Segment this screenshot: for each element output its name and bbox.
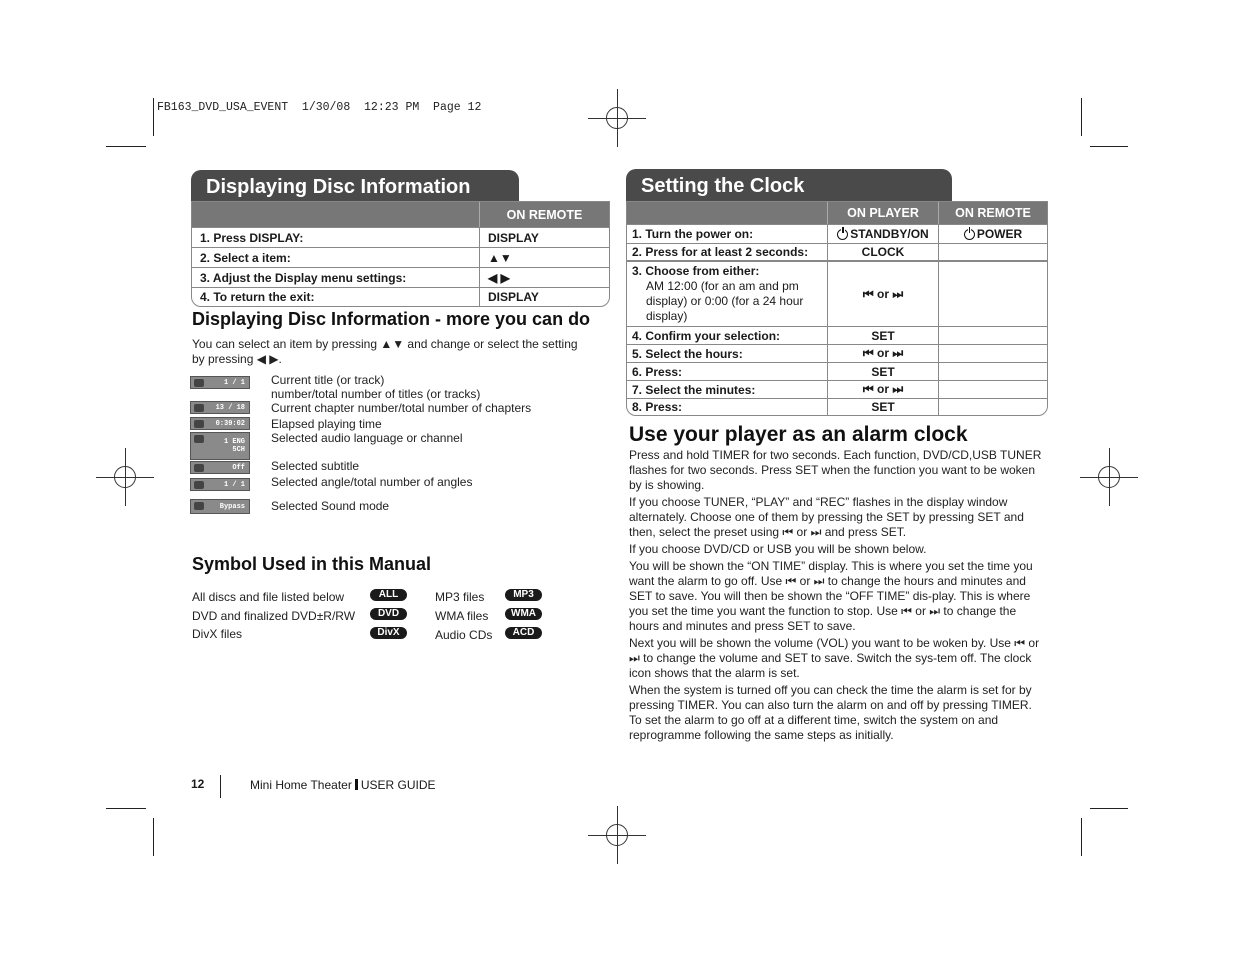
table-row: 6. Press: SET — [627, 362, 1047, 380]
mp3-badge: MP3 — [505, 589, 542, 601]
registration-mark — [1094, 462, 1124, 492]
power-icon — [837, 229, 848, 240]
symbol-desc: MP3 files — [435, 590, 485, 604]
crop-mark — [1090, 146, 1128, 147]
alarm-paragraph: Next you will be shown the volume (VOL) you want to be woken by. Use ⏮ or ⏭ to change the volume and SET to save. Switch the sys-tem off. The clock icon shows that the alarm is set. — [629, 636, 1040, 680]
lcd-sound-indicator: Bypass — [190, 499, 250, 514]
display-item-desc: Current title (or track) number/total number of titles (or tracks) — [271, 373, 481, 401]
alarm-paragraph: If you choose DVD/CD or USB you will be shown below. — [629, 542, 927, 556]
lcd-chapter-indicator: 13 / 18 — [190, 401, 250, 414]
crop-mark — [1090, 808, 1128, 809]
symbol-desc: DVD and finalized DVD±R/RW — [192, 609, 356, 623]
table-row: 2. Select a item: ▲▼ — [192, 247, 609, 267]
acd-badge: ACD — [505, 627, 542, 639]
table-row: 1. Turn the power on: STANDBY/ON POWER — [627, 224, 1047, 243]
more-heading: Displaying Disc Information - more you can do — [192, 309, 591, 329]
crop-mark — [106, 146, 146, 147]
divx-badge: DivX — [370, 627, 407, 639]
lcd-audio-indicator: 1 ENG 5CH — [190, 432, 250, 460]
section-title-clock: Setting the Clock — [626, 169, 952, 202]
angle-icon — [194, 481, 204, 489]
lcd-title-indicator: 1 / 1 — [190, 376, 250, 389]
power-icon — [964, 229, 975, 240]
subtitle-icon — [194, 464, 204, 472]
sound-icon — [194, 502, 204, 510]
display-item-desc: Current chapter number/total number of chapters — [271, 401, 532, 415]
table-row: 7. Select the minutes: ⏮ or ⏭ — [627, 380, 1047, 398]
crop-mark — [1081, 818, 1082, 856]
display-steps-table — [191, 201, 610, 307]
table-row: 4. To return the exit: DISPLAY — [192, 287, 609, 306]
alarm-paragraph: When the system is turned off you can check the time the alarm is set for by pressing TIMER. You can also turn the alarm on and off by pressing TIMER. To set the alarm to go off at a different time, switch the system on and reprogramme following the same steps as initially. — [629, 683, 1032, 742]
alarm-heading: Use your player as an alarm clock — [629, 423, 968, 446]
footer-divider — [220, 775, 221, 798]
audio-icon — [194, 435, 204, 443]
table-row: 4. Confirm your selection: SET — [627, 326, 1047, 344]
crop-mark — [106, 808, 146, 809]
lcd-time-indicator: 0:39:02 — [190, 417, 250, 430]
table-row: 1. Press DISPLAY: DISPLAY — [192, 227, 609, 247]
print-slug: FB163_DVD_USA_EVENT 1/30/08 12:23 PM Page 12 — [157, 101, 482, 114]
table-row: 8. Press: SET — [627, 398, 1047, 415]
disc-icon — [194, 379, 204, 387]
symbol-desc: DivX files — [192, 627, 243, 641]
crop-mark — [153, 818, 154, 856]
registration-mark — [110, 462, 140, 492]
display-item-desc: Selected angle/total number of angles — [271, 475, 473, 489]
section-title-display-info: Displaying Disc Information — [191, 170, 519, 202]
crop-mark — [153, 98, 154, 136]
wma-badge: WMA — [505, 608, 542, 620]
registration-mark — [602, 103, 632, 133]
symbol-desc: WMA files — [435, 609, 489, 623]
registration-mark — [602, 820, 632, 850]
separator-bar — [355, 779, 358, 790]
alarm-paragraph: Press and hold TIMER for two seconds. Each function, DVD/CD,USB TUNER flashes for two seconds. Press SET when the function you want to be woken by is showing. — [629, 448, 1042, 492]
lcd-angle-indicator: 1 / 1 — [190, 478, 250, 491]
header-on-remote: ON REMOTE — [938, 202, 1047, 224]
crop-mark — [1081, 98, 1082, 136]
symbol-desc: Audio CDs — [435, 628, 493, 642]
clock-icon — [194, 420, 204, 428]
clock-steps-table — [626, 201, 1048, 416]
dvd-badge: DVD — [370, 608, 407, 620]
all-badge: ALL — [370, 589, 407, 601]
table-row: 3. Choose from either: AM 12:00 (for an am and pm display) or 0:00 (for a 24 hour display) ⏮ or ⏭ — [627, 260, 1047, 326]
table-row: 2. Press for at least 2 seconds: CLOCK — [627, 243, 1047, 260]
alarm-body — [629, 448, 1044, 743]
table-header — [192, 202, 609, 227]
page-number: 12 — [191, 777, 205, 791]
more-intro: You can select an item by pressing ▲▼ and change or select the setting by pressing ◀ ▶. — [192, 337, 578, 366]
chapter-icon — [194, 404, 204, 412]
header-on-remote: ON REMOTE — [479, 202, 609, 227]
display-item-desc: Elapsed playing time — [271, 417, 382, 431]
alarm-paragraph: If you choose TUNER, “PLAY” and “REC” flashes in the display window alternately. Choose one of them by pressing the SET by pressing SET and then, select the preset using ⏮ or ⏭ and press SET. — [629, 495, 1024, 539]
symbol-desc: All discs and file listed below — [192, 590, 345, 604]
display-item-desc: Selected subtitle — [271, 459, 360, 473]
display-item-desc: Selected audio language or channel — [271, 431, 463, 445]
symbol-heading: Symbol Used in this Manual — [192, 554, 432, 574]
table-header — [627, 202, 1047, 224]
footer-title: Mini Home Theater USER GUIDE — [250, 778, 436, 792]
table-row: 5. Select the hours: ⏮ or ⏭ — [627, 344, 1047, 362]
table-row: 3. Adjust the Display menu settings: ◀ ▶ — [192, 267, 609, 287]
alarm-paragraph: You will be shown the “ON TIME” display. This is where you set the time you want the alarm to go off. Use ⏮ or ⏭ to change the hours and minutes and SET to save. You will then be shown the “OFF TIME” dis-play. This is where you set the time you want the function to stop. Use ⏮ or ⏭ to change the hours and minutes and press SET to save. — [629, 559, 1033, 633]
lcd-subtitle-indicator: Off — [190, 461, 250, 474]
display-item-desc: Selected Sound mode — [271, 499, 390, 513]
header-on-player: ON PLAYER — [827, 202, 938, 224]
